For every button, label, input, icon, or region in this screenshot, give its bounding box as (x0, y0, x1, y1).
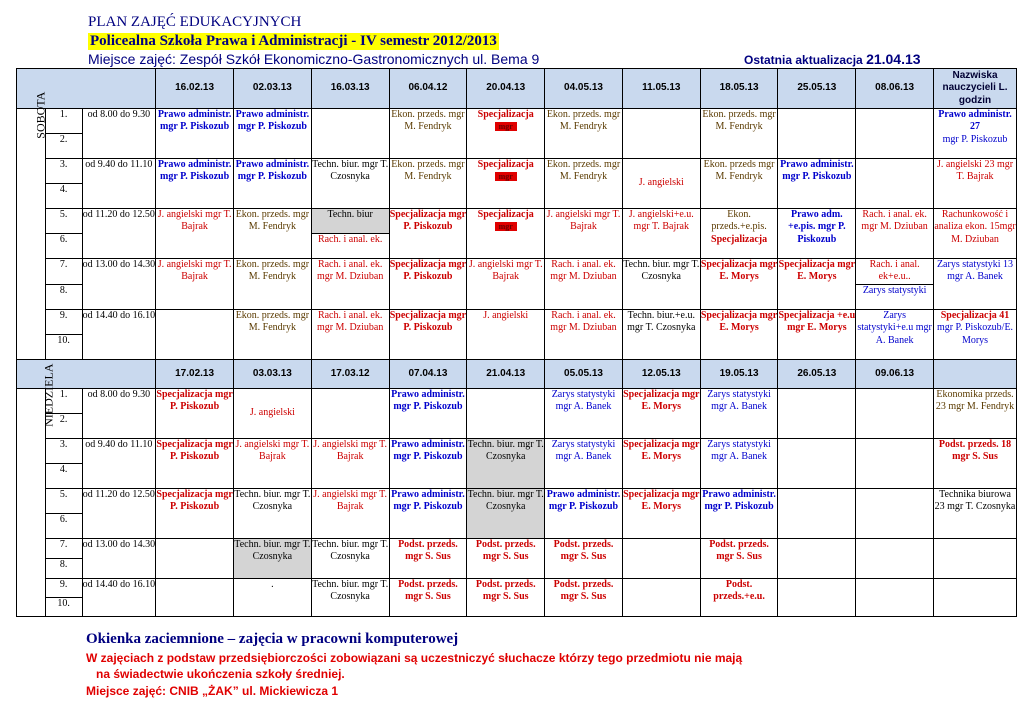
sun-date: 26.05.13 (778, 359, 856, 388)
class-cell: Rach. i anal. ek. (311, 234, 389, 259)
lesson-number: 7. (45, 538, 82, 558)
summary-cell: Rachunkowość i analiza ekon. 15mgr M. Dziuban (934, 209, 1017, 259)
footer-line-1: W zajęciach z podstaw przedsiębiorczości zobowiązani są uczestniczyć słuchacze którzy tego przedmiotu nie mają (86, 651, 743, 665)
class-cell: Ekon. przeds. mgr M. Fendryk (389, 159, 467, 209)
class-cell: Techn. biur. mgr T. Czosnyka (311, 578, 389, 616)
class-cell (467, 209, 545, 259)
class-cell: Ekon. przeds. mgr M. Fendryk (233, 259, 311, 310)
class-cell-empty (156, 578, 234, 616)
class-cell: Techn. biur. mgr T. Czosnyka (622, 259, 700, 310)
class-cell: Rach. i anal. ek. mgr M. Dziuban (856, 209, 934, 259)
footer-note: Okienka zaciemnione – zajęcia w pracowni komputerowej (86, 631, 459, 647)
sunday-date-row (17, 359, 1017, 388)
class-cell-empty (778, 578, 856, 616)
schedule-table (16, 68, 1017, 617)
lesson-number: 7. (45, 259, 82, 285)
place-info: Miejsce zajęć: Zespół Szkół Ekonomiczno-Gastronomicznych ul. Bema 9 (88, 51, 540, 67)
summary-cell: Ekonomika przeds. 23 mgr M. Fendryk (934, 388, 1017, 438)
class-cell-empty (778, 488, 856, 538)
class-cell: Zarys statystyki (856, 284, 934, 309)
footer-line-3: Miejsce zajęć: CNIB „ŻAK” ul. Mickiewicza 1 (86, 684, 339, 698)
sat-date: 16.03.13 (311, 69, 389, 109)
class-cell: Techn. biur. mgr T. Czosnyka (467, 488, 545, 538)
lesson-number: 3. (45, 438, 82, 463)
sun-date: 21.04.13 (467, 359, 545, 388)
sun-date: 19.05.13 (700, 359, 778, 388)
class-cell-text: Specjalizacja (477, 209, 534, 220)
class-cell-empty (778, 109, 856, 159)
class-cell-empty (622, 109, 700, 159)
class-cell: J. angielski (467, 309, 545, 359)
lesson-number: 10. (45, 597, 82, 616)
lesson-number: 9. (45, 578, 82, 597)
class-cell-empty (156, 538, 234, 578)
class-cell: Specjalizacja mgr P. Piskozub (156, 388, 234, 438)
class-cell: Prawo administr. mgr P. Piskozub (700, 488, 778, 538)
sat-date: 25.05.13 (778, 69, 856, 109)
class-cell: Podst. przeds. mgr S. Sus (467, 538, 545, 578)
lesson-number: 4. (45, 463, 82, 488)
class-cell (389, 209, 467, 259)
sat-date: 20.04.13 (467, 69, 545, 109)
sat-date: 16.02.13 (156, 69, 234, 109)
class-cell: Specjalizacja mgr E. Morys (778, 259, 856, 310)
day-label-sunday-text: NIEDZIELA (41, 363, 56, 427)
class-cell-empty (467, 388, 545, 438)
class-cell: J. angielski+e.u. mgr T. Bajrak (622, 209, 700, 259)
corner-cell (17, 359, 156, 388)
class-cell-empty (622, 578, 700, 616)
school-name: Policealna Szkoła Prawa i Administracji - IV semestr 2012/2013 (90, 33, 497, 49)
time-slot: od 13.00 do 14.30 (82, 259, 156, 310)
sun-date: 03.03.13 (233, 359, 311, 388)
class-cell: Prawo administr. mgr P. Piskozub (778, 159, 856, 209)
class-cell: J. angielski mgr T. Bajrak (545, 209, 623, 259)
class-cell: Ekon. przeds. mgr M. Fendryk (233, 209, 311, 259)
class-cell-empty (856, 159, 934, 209)
class-cell: Prawo administr. mgr P. Piskozub (156, 159, 234, 209)
class-cell: J. angielski (233, 388, 311, 438)
lesson-number: 4. (45, 184, 82, 209)
summary-teacher: mgr P. Piskozub (942, 133, 1008, 145)
teachers-header: Nazwiska nauczycieli L. godzin (934, 69, 1017, 109)
time-slot: od 13.00 do 14.30 (82, 538, 156, 578)
class-cell: J. angielski mgr T. Bajrak (156, 209, 234, 259)
lesson-number: 8. (45, 558, 82, 578)
class-cell: Podst. przeds. mgr S. Sus (389, 538, 467, 578)
class-cell: Techn. biur. mgr T. Czosnyka (233, 538, 311, 578)
class-cell-empty (622, 538, 700, 578)
class-cell: Prawo adm. +e.pis. mgr P. Piskozub (778, 209, 856, 259)
sat-date: 18.05.13 (700, 69, 778, 109)
time-slot: od 11.20 do 12.50 (82, 209, 156, 259)
class-cell: J. angielski mgr T. Bajrak (467, 259, 545, 310)
class-cell-text: Specjalizacja (711, 233, 768, 245)
summary-cell: Technika biurowa 23 mgr T. Czosnyka (934, 488, 1017, 538)
class-cell: Prawo administr. mgr P. Piskozub (389, 388, 467, 438)
time-slot: od 14.40 do 16.10 (82, 578, 156, 616)
lesson-number: 5. (45, 209, 82, 234)
sun-date: 07.04.13 (389, 359, 467, 388)
class-cell-text: Specjalizacja mgr P. Piskozub (389, 309, 467, 334)
class-cell-empty (856, 109, 934, 159)
class-cell: Rach. i anal. ek. mgr M. Dziuban (545, 259, 623, 310)
class-cell: Techn. biur. mgr T. Czosnyka (467, 438, 545, 488)
class-cell: Specjalizacja mgr E. Morys (622, 438, 700, 488)
summary-text: Specjalizacja 41 (940, 309, 1010, 321)
class-cell: Zarys statystyki mgr A. Banek (700, 438, 778, 488)
lesson-number: 8. (45, 284, 82, 309)
lesson-number: 10. (45, 334, 82, 359)
class-cell: Techn. biur.+e.u. mgr T. Czosnyka (622, 309, 700, 359)
class-cell: Rach. i anal. ek+e.u.. (856, 259, 934, 285)
class-cell: J. angielski mgr T. Bajrak (311, 488, 389, 538)
class-cell-text: Specjalizacja mgr P. Piskozub (389, 259, 467, 283)
class-cell-empty (778, 388, 856, 438)
class-cell: Zarys statystyki+e.u mgr A. Banek (856, 309, 934, 359)
class-cell: Zarys statystyki mgr A. Banek (700, 388, 778, 438)
time-slot: od 9.40 do 11.10 (82, 159, 156, 209)
class-cell-empty (778, 538, 856, 578)
class-cell: Rach. i anal. ek. mgr M. Dziuban (311, 259, 389, 310)
time-slot: od 14.40 do 16.10 (82, 309, 156, 359)
footer-line-2: na świadectwie ukończenia szkoły średniej. (96, 667, 345, 681)
summary-cell (934, 309, 1017, 359)
last-update-label: Ostatnia aktualizacja (744, 53, 867, 67)
time-slot: od 8.00 do 9.30 (82, 388, 156, 438)
lesson-number: 3. (45, 159, 82, 184)
class-cell: Techn. biur. mgr T. Czosnyka (233, 488, 311, 538)
class-cell: Specjalizacja mgr E. Morys (700, 309, 778, 359)
class-cell-mark: mgr (495, 172, 517, 181)
last-update-date: 21.04.13 (866, 51, 921, 67)
lesson-number: 6. (45, 234, 82, 259)
class-cell: Techn. biur. mgr T. Czosnyka (311, 159, 389, 209)
time-slot: od 9.40 do 11.10 (82, 438, 156, 488)
class-cell: Podst. przeds. mgr S. Sus (467, 578, 545, 616)
class-cell: Techn. biur (311, 209, 389, 234)
class-cell: J. angielski (622, 159, 700, 209)
class-cell-text: Specjalizacja (477, 159, 534, 170)
class-cell: . (233, 578, 311, 616)
class-cell: Podst. przeds. mgr S. Sus (389, 578, 467, 616)
sun-date: 12.05.13 (622, 359, 700, 388)
class-cell: Podst. przeds.+e.u. (700, 578, 778, 616)
class-cell-empty (856, 388, 934, 438)
class-cell: Specjalizacja mgr P. Piskozub (156, 488, 234, 538)
class-cell (389, 309, 467, 359)
class-cell: Ekon. przeds. mgr M. Fendryk (700, 109, 778, 159)
day-label-sunday (17, 363, 56, 616)
class-cell: J. angielski mgr T. Bajrak (233, 438, 311, 488)
time-slot: od 8.00 do 9.30 (82, 109, 156, 159)
sun-date: 17.03.12 (311, 359, 389, 388)
sun-date: 05.05.13 (545, 359, 623, 388)
lesson-number: 9. (45, 309, 82, 334)
class-cell-text: Specjalizacja (477, 109, 534, 120)
class-cell: J. angielski mgr T. Bajrak (156, 259, 234, 310)
class-cell: Ekon. przeds. mgr M. Fendryk (233, 309, 311, 359)
class-cell-empty (856, 438, 934, 488)
lesson-number: 2. (45, 134, 82, 159)
class-cell: Specjalizacja mgr P. Piskozub (156, 438, 234, 488)
class-cell: Podst. przeds. mgr S. Sus (545, 538, 623, 578)
class-cell-empty (856, 578, 934, 616)
last-update (744, 51, 921, 67)
page-title: PLAN ZAJĘĆ EDUKACYJNYCH (88, 14, 302, 30)
class-cell-empty (856, 488, 934, 538)
class-cell: Prawo administr. mgr P. Piskozub (545, 488, 623, 538)
class-cell: Ekon. przeds mgr M. Fendryk (700, 159, 778, 209)
class-cell: Specjalizacja mgr E. Morys (622, 488, 700, 538)
class-cell: Podst. przeds. mgr S. Sus (700, 538, 778, 578)
class-cell: Techn. biur. mgr T. Czosnyka (311, 538, 389, 578)
summary-text: Prawo administr. 27 (938, 109, 1012, 133)
class-cell (467, 159, 545, 209)
class-cell: Prawo administr. mgr P. Piskozub (389, 438, 467, 488)
class-cell: Prawo administr. mgr P. Piskozub (233, 159, 311, 209)
class-cell-empty (311, 388, 389, 438)
class-cell: Specjalizacja +e.u mgr E. Morys (778, 309, 856, 359)
class-cell: Prawo administr. mgr P. Piskozub (233, 109, 311, 159)
class-cell-empty (778, 438, 856, 488)
class-cell (389, 259, 467, 310)
class-cell-mark: mgr (495, 122, 517, 131)
day-label-saturday-text: SOBOTA (33, 91, 48, 139)
lesson-number: 5. (45, 488, 82, 513)
class-cell: Podst. przeds. mgr S. Sus (545, 578, 623, 616)
lesson-number: 1. (45, 109, 82, 134)
class-cell-empty (856, 538, 934, 578)
lesson-number: 6. (45, 513, 82, 538)
summary-cell-empty (934, 578, 1017, 616)
time-slot: od 11.20 do 12.50 (82, 488, 156, 538)
teachers-header-empty (934, 359, 1017, 388)
sat-date: 11.05.13 (622, 69, 700, 109)
summary-cell (934, 109, 1017, 159)
class-cell: J. angielski mgr T. Bajrak (311, 438, 389, 488)
class-cell (700, 209, 778, 259)
class-cell: Prawo administr. mgr P. Piskozub (389, 488, 467, 538)
summary-cell: J. angielski 23 mgr T. Bajrak (934, 159, 1017, 209)
summary-cell-empty (934, 538, 1017, 578)
class-cell: Ekon. przeds. mgr M. Fendryk (545, 159, 623, 209)
class-cell-mark: mgr (495, 222, 517, 231)
class-cell (467, 109, 545, 159)
class-cell: Zarys statystyki mgr A. Banek (545, 438, 623, 488)
saturday-date-row (17, 69, 1017, 109)
class-cell-text: Ekon. przeds.+e.pis. (711, 209, 767, 233)
class-cell: Specjalizacja mgr E. Morys (622, 388, 700, 438)
class-cell: Prawo administr. mgr P. Piskozub (156, 109, 234, 159)
sat-date: 06.04.12 (389, 69, 467, 109)
class-cell-text: Specjalizacja mgr P. Piskozub (389, 209, 467, 233)
class-cell: Ekon. przeds. mgr M. Fendryk (389, 109, 467, 159)
sat-date: 04.05.13 (545, 69, 623, 109)
sun-date: 17.02.13 (156, 359, 234, 388)
sat-date: 08.06.13 (856, 69, 934, 109)
class-cell-empty (311, 109, 389, 159)
class-cell: Specjalizacja mgr E. Morys (700, 259, 778, 310)
summary-cell: Podst. przeds. 18 mgr S. Sus (934, 438, 1017, 488)
class-cell: Rach. i anal. ek. mgr M. Dziuban (545, 309, 623, 359)
class-cell-empty (156, 309, 234, 359)
lesson-number: 1. (45, 388, 82, 413)
summary-cell: Zarys statystyki 13 mgr A. Banek (934, 259, 1017, 310)
sun-date: 09.06.13 (856, 359, 934, 388)
lesson-number: 2. (45, 413, 82, 438)
summary-teacher: mgr P. Piskozub/E. Morys (936, 322, 1014, 346)
day-label-saturday (17, 91, 48, 360)
class-cell: Ekon. przeds. mgr M. Fendryk (545, 109, 623, 159)
class-cell: Rach. i anal. ek. mgr M. Dziuban (311, 309, 389, 359)
class-cell: Zarys statystyki mgr A. Banek (545, 388, 623, 438)
sat-date: 02.03.13 (233, 69, 311, 109)
